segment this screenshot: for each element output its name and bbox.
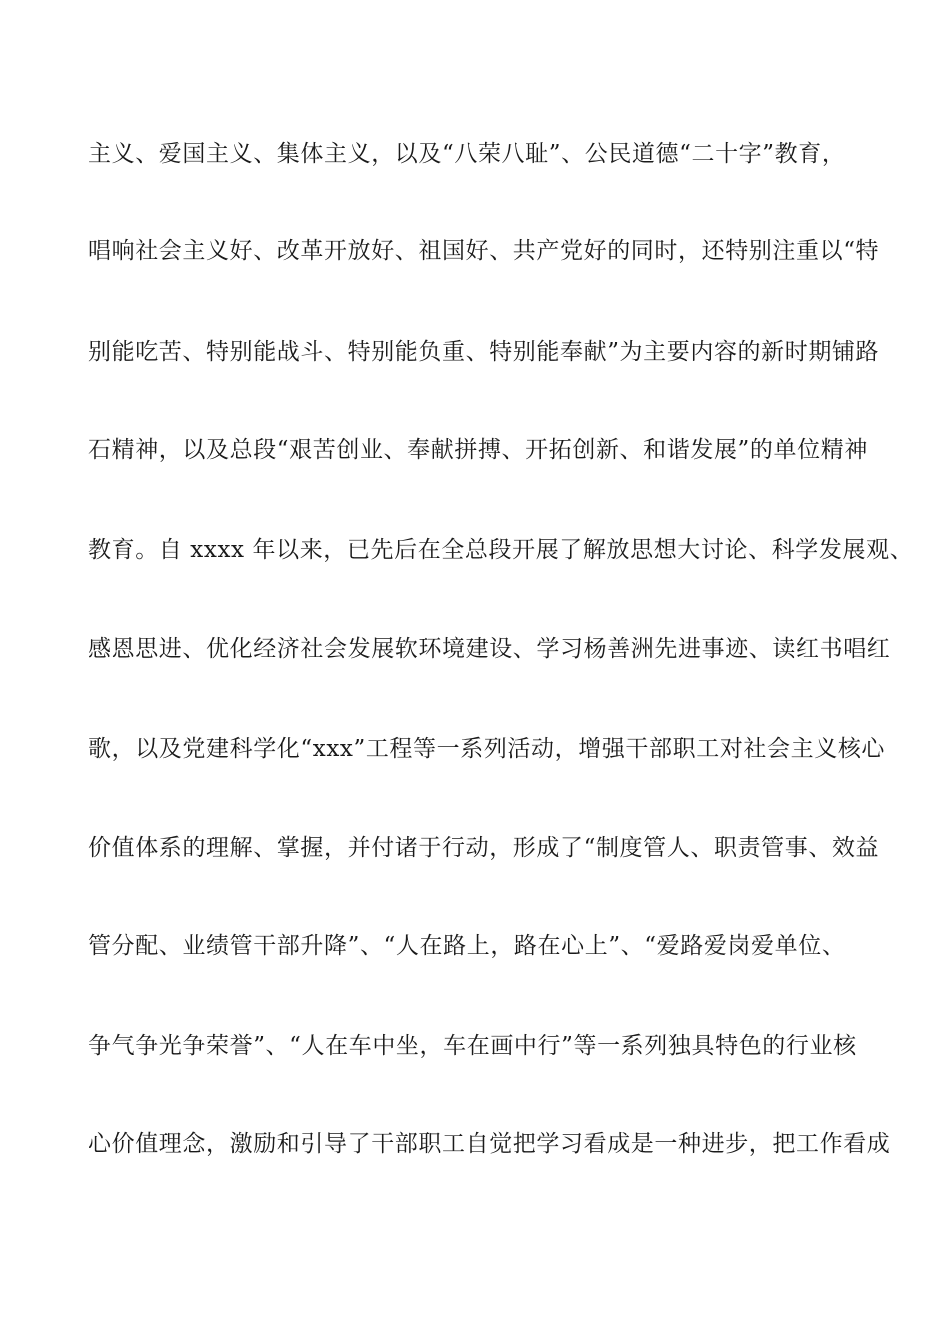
- text-line: 唱响社会主义好、改革开放好、祖国好、共产党好的同时，还特别注重以“特: [88, 238, 880, 264]
- text-line: 别能吃苦、特别能战斗、特别能负重、特别能奉献”为主要内容的新时期铺路: [88, 339, 880, 365]
- text-line: 主义、爱国主义、集体主义，以及“八荣八耻”、公民道德“二十字”教育，: [88, 141, 846, 167]
- text-line: 价值体系的理解、掌握，并付诸于行动，形成了“制度管人、职责管事、效益: [88, 835, 880, 861]
- text-line: 感恩思进、优化经济社会发展软环境建设、学习杨善洲先进事迹、读红书唱红: [88, 636, 891, 662]
- text-line: 心价值理念，激励和引导了干部职工自觉把学习看成是一种进步，把工作看成: [88, 1131, 891, 1157]
- text-line: 石精神，以及总段“艰苦创业、奉献拼搏、开拓创新、和谐发展”的单位精神: [88, 437, 868, 463]
- text-line: 争气争光争荣誉”、“人在车中坐，车在画中行”等一系列独具特色的行业核: [88, 1033, 857, 1059]
- text-line: 歌，以及党建科学化“xxx”工程等一系列活动，增强干部职工对社会主义核心: [88, 736, 886, 762]
- text-line: 管分配、业绩管干部升降”、“人在路上，路在心上”、“爱路爱岗爱单位、: [88, 933, 846, 959]
- text-line: 教育。自 xxxx 年以来，已先后在全总段开展了解放思想大讨论、科学发展观、: [88, 537, 914, 563]
